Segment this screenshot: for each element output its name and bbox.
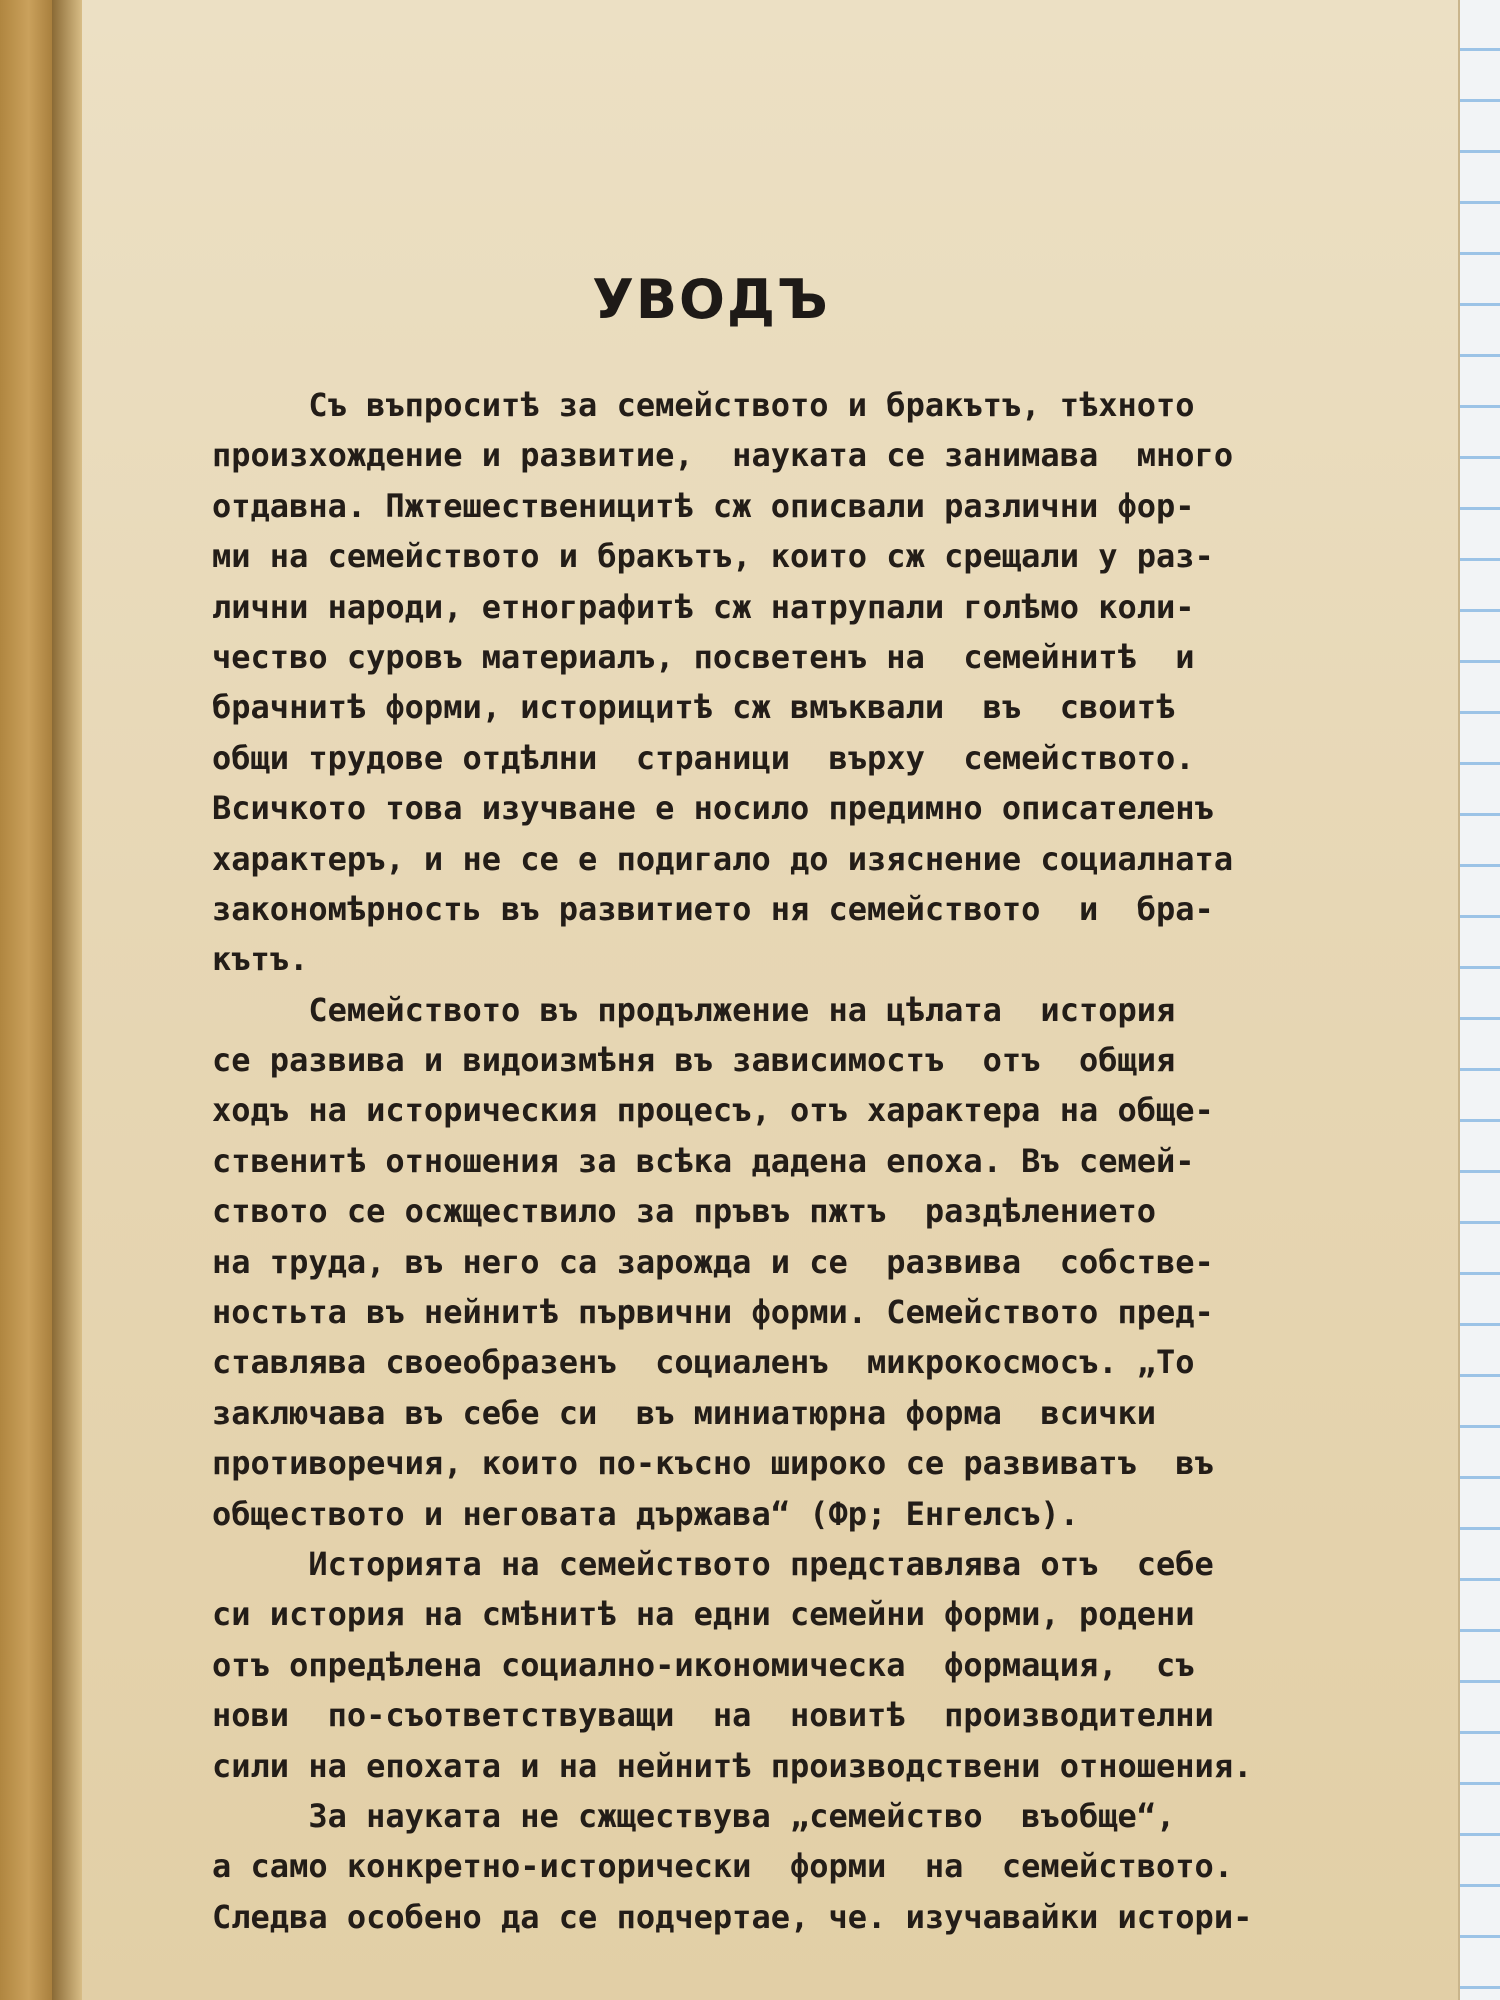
- text-line: За науката не сжществува „семейство въобще“,: [212, 1796, 1176, 1835]
- text-line: ми на семейството и бракътъ, които сж срещали у раз-: [212, 537, 1214, 576]
- text-line: ставлява своеобразенъ социаленъ микрокосмосъ. „То: [212, 1343, 1195, 1382]
- book-page: [82, 0, 1460, 2000]
- text-line: отдавна. Пжтешественицитѣ сж описвали различни фор-: [212, 486, 1195, 525]
- text-line: Семейството въ продължение на цѣлата история: [212, 990, 1176, 1029]
- text-line: сили на епохата и на нейнитѣ производствени отношения.: [212, 1746, 1253, 1785]
- body-text: [212, 380, 1392, 1942]
- text-line: заключава въ себе си въ миниатюрна форма всички: [212, 1393, 1157, 1432]
- text-line: кътъ.: [212, 940, 309, 979]
- text-line: Всичкото това изучване е носило предимно описателенъ: [212, 789, 1214, 828]
- notebook-edge: [1458, 0, 1500, 2000]
- text-line: се развива и видоизмѣня въ зависимостъ отъ общия: [212, 1041, 1176, 1080]
- text-line: характеръ, и не се е подигало до изяснение социалната: [212, 839, 1234, 878]
- text-line: противоречия, които по-късно широко се развиватъ въ: [212, 1444, 1214, 1483]
- text-line: на труда, въ него са зарожда и се развива собстве-: [212, 1242, 1214, 1281]
- text-line: ностьта въ нейнитѣ първични форми. Семейството пред-: [212, 1293, 1214, 1332]
- text-line: ственитѣ отношения за всѣка дадена епоха. Въ семей-: [212, 1141, 1195, 1180]
- text-line: Историята на семейството представлява отъ себе: [212, 1544, 1214, 1583]
- text-line: закономѣрность въ развитието ня семейството и бра-: [212, 889, 1214, 928]
- text-line: ството се осжществило за пръвъ пжтъ раздѣлението: [212, 1192, 1157, 1231]
- chapter-title: УВОДЪ: [592, 268, 830, 331]
- text-line: брачнитѣ форми, историцитѣ сж вмъквали въ своитѣ: [212, 688, 1176, 727]
- text-line: общи трудове отдѣлни страници върху семейството.: [212, 738, 1195, 777]
- text-line: Съ въпроситѣ за семейството и бракътъ, тѣхното: [212, 386, 1195, 424]
- text-line: си история на смѣнитѣ на едни семейни форми, родени: [212, 1595, 1195, 1634]
- text-line: чество суровъ материалъ, посветенъ на семейнитѣ и: [212, 637, 1195, 676]
- text-line: отъ опредѣлена социално-икономическа формация, съ: [212, 1645, 1195, 1684]
- text-line: обществото и неговата държава“ (Фр; Енгелсъ).: [212, 1494, 1079, 1533]
- text-line: нови по-съответствуващи на новитѣ производителни: [212, 1696, 1214, 1735]
- text-line: произхождение и развитие, науката се занимава много: [212, 436, 1234, 475]
- text-line: Следва особено да се подчертае, че. изучавайки истори-: [212, 1897, 1253, 1936]
- text-line: лични народи, етнографитѣ сж натрупали голѣмо коли-: [212, 587, 1195, 626]
- text-line: а само конкретно-исторически форми на семейството.: [212, 1847, 1234, 1886]
- text-line: ходъ на историческия процесъ, отъ характера на обще-: [212, 1091, 1214, 1130]
